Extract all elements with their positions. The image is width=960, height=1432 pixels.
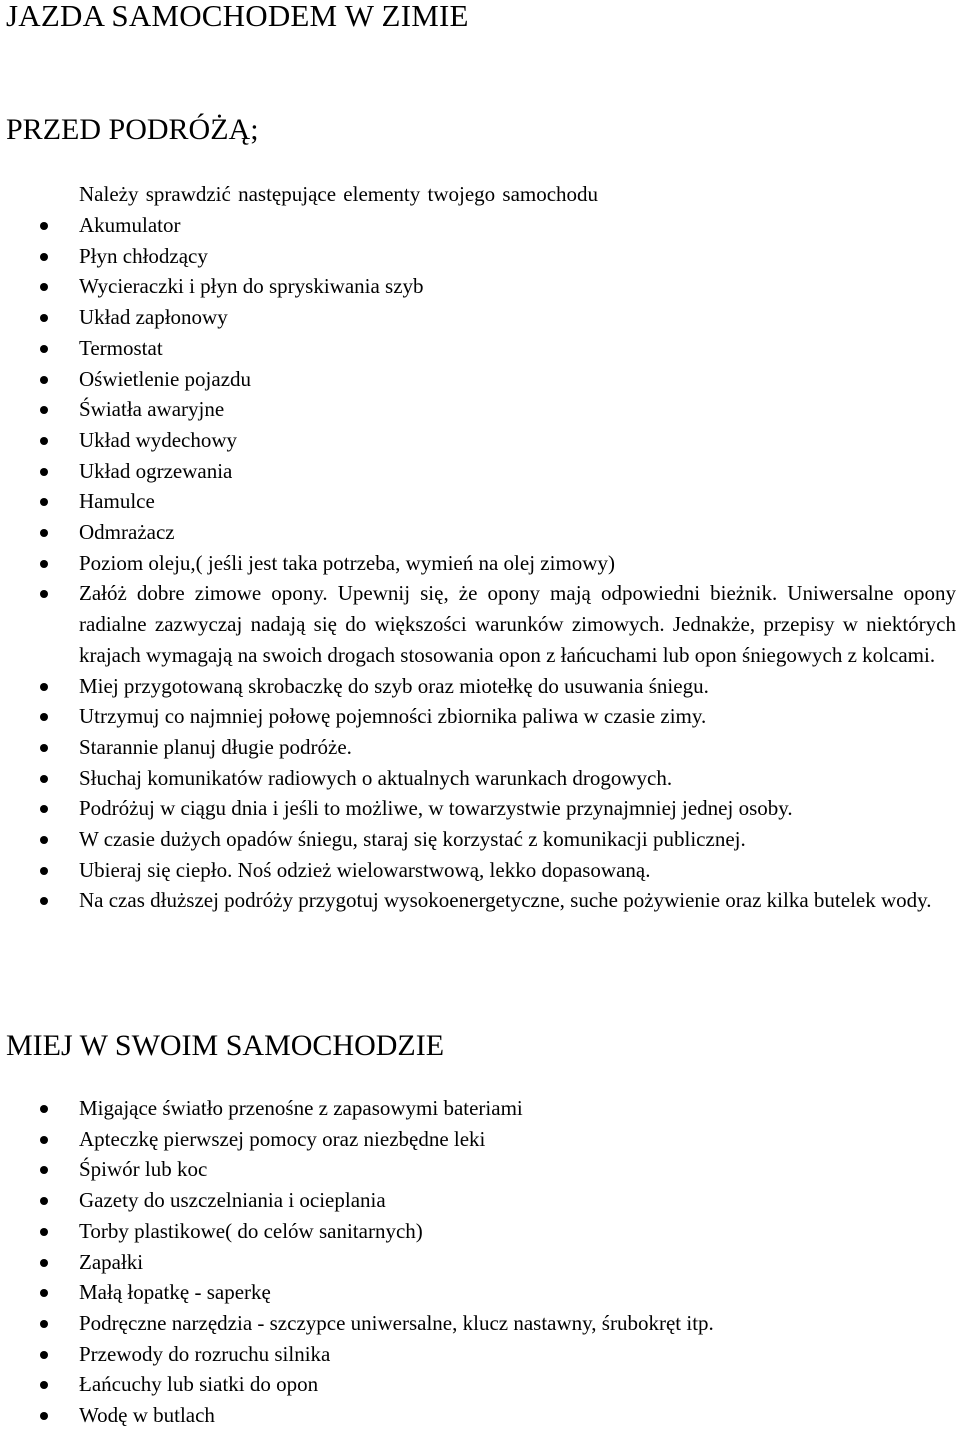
bullet-icon [40,468,48,476]
list-item [0,210,960,241]
bullet-icon [40,683,48,691]
bullet-icon [40,1320,48,1328]
bullet-icon [40,345,48,353]
list-item [0,1247,960,1278]
list-item [0,1124,960,1155]
list-item [0,763,960,794]
bullet-icon [40,897,48,905]
list-item [0,394,960,425]
list-item [0,1185,960,1216]
bullet-icon [40,498,48,506]
bullet-icon [40,867,48,875]
list-item [0,1339,960,1370]
bullet-icon [40,1105,48,1113]
bullet-icon [40,376,48,384]
list-item-text: Światła awaryjne [79,397,225,422]
list-item-text: Podręczne narzędzia - szczypce uniwersalne, klucz nastawny, śrubokręt itp. [79,1310,714,1335]
bullet-icon [40,744,48,752]
list-item [0,241,960,272]
list-item-text: Gazety do uszczelniania i ocieplania [79,1188,386,1213]
bullet-icon [40,1136,48,1144]
list-item-text: Słuchaj komunikatów radiowych o aktualnych warunkach drogowych. [79,765,673,790]
bullet-icon [40,1289,48,1297]
bullet-icon [40,253,48,261]
list-item-text: Akumulator [79,213,181,237]
list-item [0,486,960,517]
bullet-icon [40,1381,48,1389]
bullet-icon [40,713,48,721]
list-item-text: Układ zapłonowy [79,305,228,330]
list-item-text: Torby plastikowe( do celów sanitarnych) [79,1218,423,1243]
checklist-intro: Należy sprawdzić następujące elementy twojego samochodu [79,182,599,206]
list-item [0,671,960,702]
list-item-text: Oświetlenie pojazdu [79,366,252,391]
document-title: JAZDA SAMOCHODEM W ZIMIE [6,0,469,33]
bullet-icon [40,437,48,445]
list-item [0,548,960,579]
bullet-icon [40,283,48,291]
bullet-icon [40,560,48,568]
bullet-icon [40,1228,48,1236]
list-item [0,425,960,456]
list-item-text: Śpiwór lub koc [79,1157,208,1182]
bullet-icon [40,222,48,230]
list-item-text: W czasie dużych opadów śniegu, staraj się korzystać z komunikacji publicznej. [79,827,746,852]
list-item-text: Przewody do rozruchu silnika [79,1341,331,1366]
bullet-icon [40,805,48,813]
section-heading-in-car: MIEJ W SWOIM SAMOCHODZIE [6,1029,445,1062]
list-item-text: Łańcuchy lub siatki do opon [79,1372,319,1397]
in-car-list [0,1093,960,1431]
list-item-text: Starannie planuj długie podróże. [79,734,352,759]
list-item-text: Podróżuj w ciągu dnia i jeśli to możliwe, w towarzystwie przynajmniej jednej osoby. [79,796,793,821]
list-item [0,793,960,824]
list-item [0,302,960,333]
list-item [0,517,960,548]
bullet-icon [40,1166,48,1174]
list-item-text: Wodę w butlach [79,1403,215,1428]
list-item [0,364,960,395]
list-item [0,1154,960,1185]
bullet-icon [40,836,48,844]
list-item-text: Wycieraczki i płyn do spryskiwania szyb [79,274,424,299]
list-item [0,1216,960,1247]
list-item-text: Utrzymuj co najmniej połowę pojemności zbiornika paliwa w czasie zimy. [79,704,707,729]
list-item [0,824,960,855]
list-item [0,732,960,763]
list-item-text: Termostat [79,335,163,360]
list-item-text: Załóż dobre zimowe opony. Upewnij się, że opony mają odpowiedni bieżnik. Uniwersalne opony radialne zazwyczaj nadają się do większości warunków zimowych. Jednakże, przepisy w niektórych krajach wymagają na swoich drogach stosowania opon z łańcuchami lub opon śniegowych z kolcami. [79,581,956,667]
list-item-text: Układ ogrzewania [79,458,233,483]
list-item-text: Płyn chłodzący [79,243,208,268]
list-item-text: Apteczkę pierwszej pomocy oraz niezbędne leki [79,1126,486,1151]
bullet-icon [40,775,48,783]
list-item [0,1369,960,1400]
list-item-text: Odmrażacz [79,520,175,545]
bullet-icon [40,590,48,598]
list-item-text: Małą łopatkę - saperkę [79,1280,271,1305]
list-item [0,578,960,670]
before-trip-list [0,210,960,916]
list-item [0,1277,960,1308]
bullet-icon [40,1351,48,1359]
bullet-icon [40,1412,48,1420]
list-item-text: Poziom oleju,( jeśli jest taka potrzeba, wymień na olej zimowy) [79,550,615,575]
bullet-icon [40,314,48,322]
bullet-icon [40,1197,48,1205]
list-item [0,1400,960,1431]
list-item [0,333,960,364]
list-item-text: Zapałki [79,1249,144,1274]
list-item-text: Na czas dłuższej podróży przygotuj wysokoenergetyczne, suche pożywienie oraz kilka butelek wody. [79,888,932,913]
bullet-icon [40,1259,48,1267]
list-item [0,885,960,916]
section-heading-before-trip: PRZED PODRÓŻĄ; [6,113,259,146]
list-item-text: Ubieraj się ciepło. Noś odzież wielowarstwową, lekko dopasowaną. [79,857,651,882]
list-item-text: Układ wydechowy [79,427,238,452]
list-item [0,1093,960,1124]
list-item [0,1308,960,1339]
list-item-text: Miej przygotowaną skrobaczkę do szyb oraz miotełkę do usuwania śniegu. [79,673,709,698]
bullet-icon [40,406,48,414]
list-item-text: Migające światło przenośne z zapasowymi bateriami [79,1096,523,1120]
list-item [0,456,960,487]
list-item [0,701,960,732]
list-item [0,855,960,886]
bullet-icon [40,529,48,537]
list-item [0,271,960,302]
list-item-text: Hamulce [79,489,155,514]
